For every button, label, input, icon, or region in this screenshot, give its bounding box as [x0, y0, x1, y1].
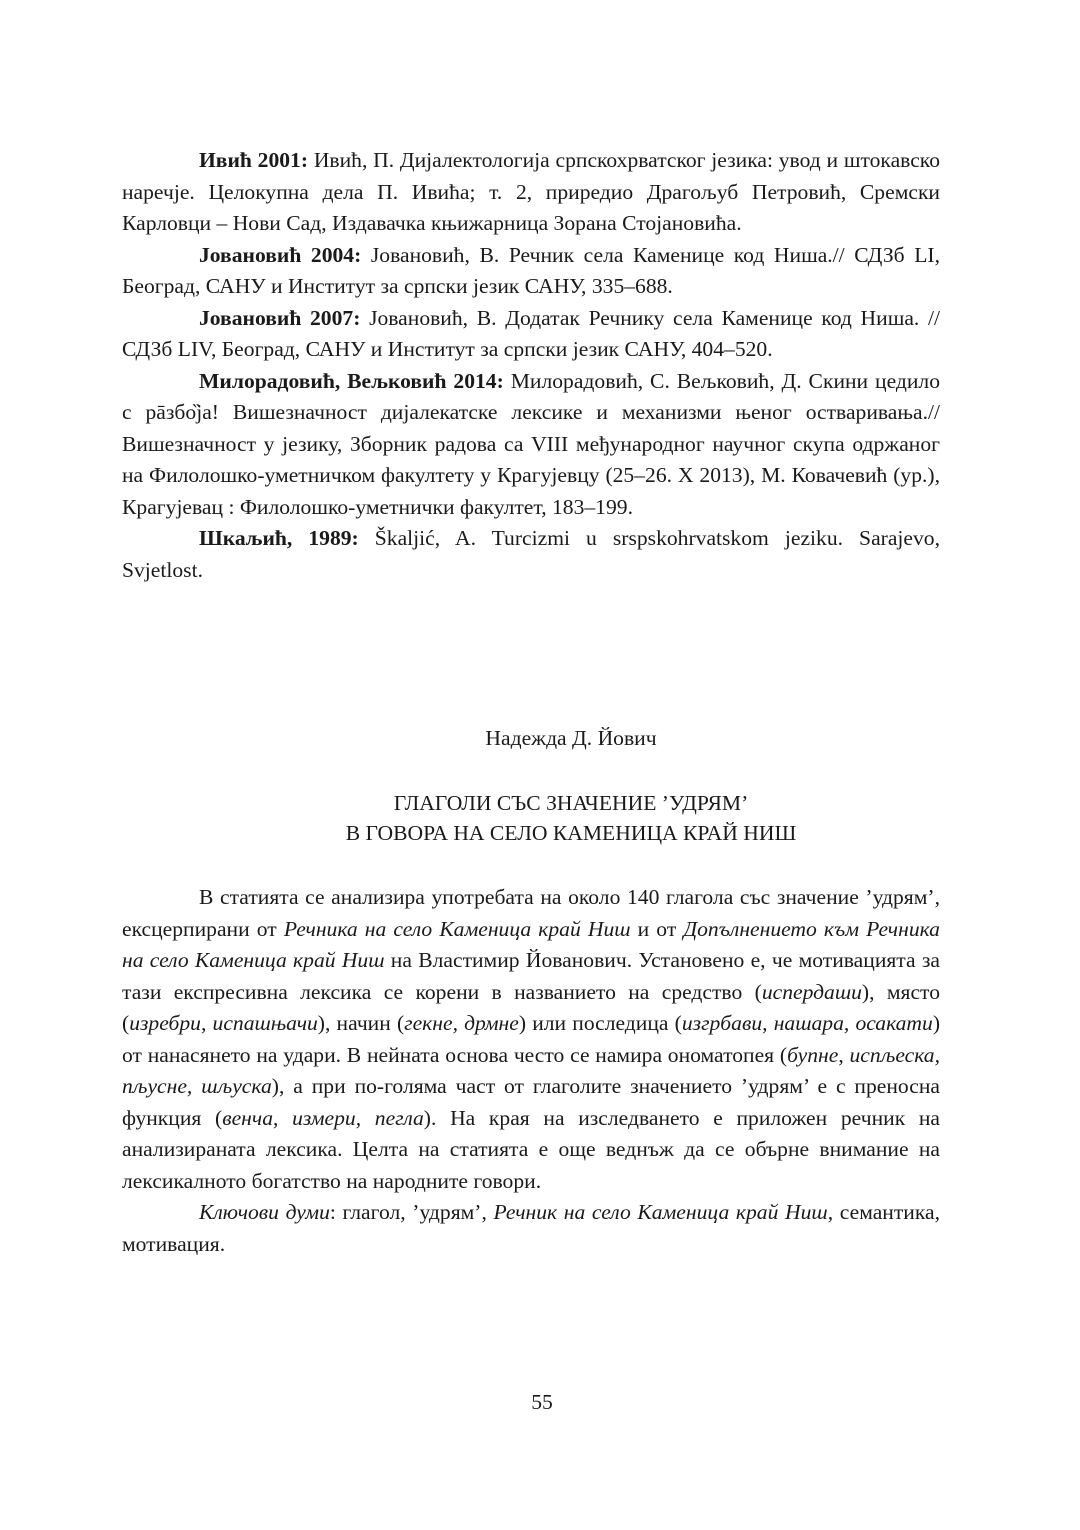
abstract-text: ), място ( [122, 979, 940, 1035]
reference-entry [122, 145, 940, 240]
abstract-emphasis: гекне, дрмне [404, 1011, 519, 1035]
abstract-text: , [838, 1042, 850, 1067]
reference-key: Милорадовић, Вељковић 2014: [199, 368, 504, 393]
reference-key: Јовановић 2004: [199, 242, 362, 267]
keywords-paragraph [122, 1197, 940, 1260]
abstract-emphasis: Допълнението към Речника на село Каменица край Ниш [122, 916, 940, 972]
keywords-text: : глагол, ’удрям’, [329, 1200, 494, 1224]
abstract-paragraph [122, 882, 940, 1197]
abstract-emphasis: Речника на село Каменица край Ниш [283, 916, 631, 941]
reference-text: Јовановић, В. Речник села Каменице код Ниша.// СДЗб LI, Београд, САНУ и Институт за српски језик САНУ, 335–688. [122, 242, 941, 298]
reference-entry [122, 303, 940, 366]
reference-key: Шкаљић, 1989: [199, 526, 359, 550]
abstract-emphasis: испердаши [761, 979, 862, 1004]
keywords-label: Ключови думи [199, 1200, 330, 1224]
abstract-emphasis: изгрбави, нашара, осакати [681, 1011, 933, 1035]
abstract-emphasis: изребри, испашњачи [129, 1011, 318, 1035]
bibliography [122, 145, 940, 586]
abstract-text: ) от нанасянето на удари. В нейната основа често се намира ономатопея ( [122, 1011, 941, 1067]
abstract-emphasis: испљеска, пљусне, шљуска [122, 1042, 940, 1098]
article-author: Надежда Д. Йович [485, 726, 657, 750]
abstract-text: ) или последица ( [518, 1011, 682, 1035]
article-title-line: В ГОВОРА НА СЕЛО КАМЕНИЦА КРАЙ НИШ [345, 821, 797, 845]
abstract-text: и от [630, 916, 684, 941]
reference-entry [122, 523, 940, 586]
reference-text: Јовановић, В. Додатак Речнику села Каменице код Ниша. // СДЗб LIV, Београд, САНУ и Институт за српски језик САНУ, 404–520. [122, 305, 940, 361]
abstract-text: ), а при по-голяма част от глаголите значението ’удрям’ е с преносна функция ( [122, 1074, 940, 1130]
reference-text: Милорадовић, С. Вељковић, Д. Скини цедило с pāзбо̏ја! Вишезначност дијалекатске лексике и механизми њеног остваривања.// Вишезначност у језику, Зборник радова са VIII међународног научног скупа одржаног на Филолошко-уметничком факултету у Крагујевцу (25–26. X 2013), М. Ковачевић (ур.), Крагујевац : Филолошко-уметнички факултет, 183–199. [122, 368, 940, 519]
reference-text: Škaljić, A. Turcizmi u srspskohrvatskom jeziku. Sarajevo, Svjetlost. [122, 526, 941, 582]
abstract-text: , [273, 1105, 293, 1130]
abstract-text: ). На края на изследването е приложен речник на анализираната лексика. Целта на статията е още веднъж да се обърне внимание на лексикалното богатство на народните говори. [122, 1105, 941, 1193]
keywords-dictionary-title: Речник на село Каменица край Ниш [493, 1200, 828, 1224]
reference-key: Ивић 2001: [199, 148, 309, 172]
abstract-text: В статията се анализира употребата на около 140 глагола със значение ’удрям’, ексцерпирани от [122, 885, 940, 941]
reference-key: Јовановић 2007: [199, 305, 361, 330]
abstract-emphasis: венча [222, 1105, 273, 1130]
page-number: 55 [531, 1390, 553, 1414]
abstract [122, 882, 940, 1260]
article-title [122, 788, 940, 848]
article-title-line: ГЛАГОЛИ СЪС ЗНАЧЕНИЕ ’УДРЯМ’ [393, 791, 749, 815]
abstract-emphasis: измери, пегла [292, 1105, 424, 1130]
abstract-emphasis: бупне [787, 1042, 839, 1067]
abstract-text: на Властимир Йованович. Установено е, че мотивацията за тази експресивна лексика се корени в названието на средство ( [122, 948, 940, 1004]
keywords-text: , семантика, мотивация. [122, 1200, 940, 1256]
reference-entry [122, 240, 940, 303]
abstract-text: ), начин ( [317, 1011, 405, 1035]
reference-entry [122, 366, 940, 524]
reference-text: Ивић, П. Дијалектологија српскохрватског језика: увод и штокавско наречје. Целокупна дела П. Ивића; т. 2, приредио Драгољуб Петровић, Сремски Карловци – Нови Сад, Издавачка књижарница Зорана Стојановића. [122, 148, 940, 235]
